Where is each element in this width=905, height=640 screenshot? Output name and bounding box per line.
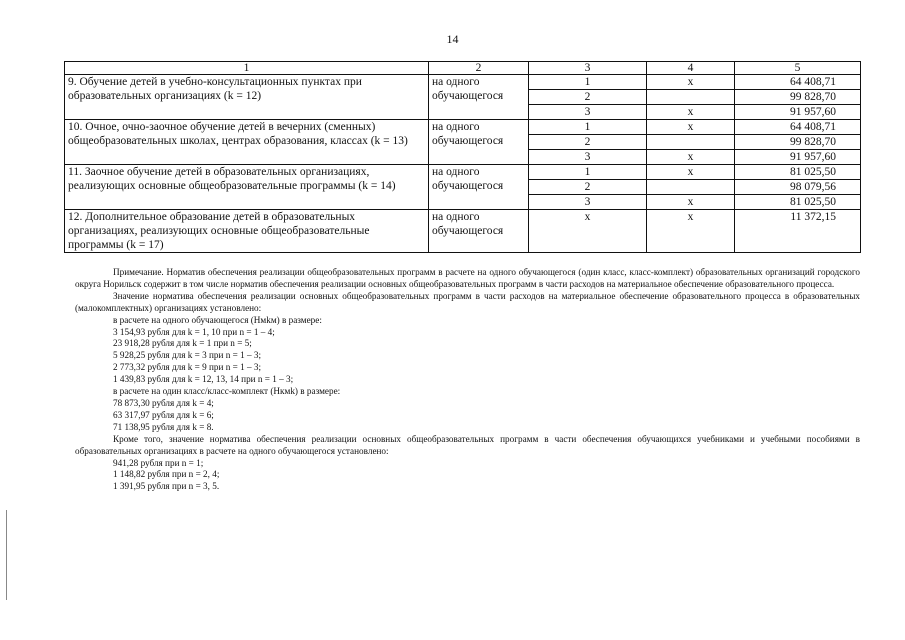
- row-value: 99 828,70: [735, 135, 861, 150]
- list-item: 63 317,97 рубля для k = 6;: [113, 409, 214, 420]
- row-mark: [647, 135, 735, 150]
- list-item: 1 148,82 рубля при n = 2, 4;: [113, 469, 220, 480]
- row-level: 1: [529, 120, 647, 135]
- row-value: 91 957,60: [735, 150, 861, 165]
- list-item: 23 918,28 рубля для k = 1 при n = 5;: [113, 338, 252, 349]
- row-value: 81 025,50: [735, 195, 861, 210]
- row-value: 81 025,50: [735, 165, 861, 180]
- header-cell: 4: [647, 62, 735, 75]
- row-value: 98 079,56: [735, 180, 861, 195]
- row-description: 11. Заочное обучение детей в образовательных организациях, реализующих основные общеобразовательные программы (k = 14): [65, 165, 429, 210]
- row-value: 91 957,60: [735, 105, 861, 120]
- row-level: 2: [529, 135, 647, 150]
- table-row: [65, 75, 861, 90]
- list-item: 941,28 рубля при n = 1;: [113, 457, 204, 468]
- row-mark: х: [647, 210, 735, 253]
- note-paragraph: Значение норматива обеспечения реализации основных общеобразовательных программ в части расходов на материальное обеспечение образовательного процесса в образовательных (малокомплектных) организациях установлено:: [75, 290, 860, 313]
- row-mark: х: [647, 150, 735, 165]
- table-row: [65, 210, 861, 253]
- header-cell: 3: [529, 62, 647, 75]
- note-subheading: в расчете на один класс/класс-комплект (Нкмk) в размере:: [113, 386, 341, 397]
- list-item: 78 873,30 рубля для k = 4;: [113, 397, 214, 408]
- row-description: 12. Дополнительное образование детей в образовательных организациях, реализующих основные общеобразовательные программы (k = 17): [65, 210, 429, 253]
- header-cell: 1: [65, 62, 429, 75]
- row-mark: х: [647, 165, 735, 180]
- note-paragraph: Примечание. Норматив обеспечения реализации общеобразовательных программ в расчете на одного обучающегося (один класс, класс-комплект) образовательных организаций городского округа Норильск содержит в том числе норматив обеспечения реализации основных общеобразовательных программ в части расходов на материальное обеспечение образовательного процесса.: [75, 267, 860, 289]
- list-item: 1 439,83 рубля для k = 12, 13, 14 при n = 1 – 3;: [113, 374, 294, 385]
- row-description: 10. Очное, очно-заочное обучение детей в вечерних (сменных) общеобразовательных школах, центрах образования, классах (k = 13): [65, 120, 429, 165]
- note-subheading: в расчете на одного обучающегося (Нмkм) в размере:: [113, 314, 322, 325]
- norm-table: [64, 61, 861, 253]
- row-value: 64 408,71: [735, 120, 861, 135]
- row-mark: [647, 90, 735, 105]
- table-row: [65, 120, 861, 135]
- row-mark: х: [647, 105, 735, 120]
- row-unit: на одного обучающегося: [429, 75, 529, 120]
- row-mark: х: [647, 120, 735, 135]
- row-level: 2: [529, 180, 647, 195]
- notes-section: [75, 267, 860, 493]
- row-unit: на одного обучающегося: [429, 120, 529, 165]
- list-item: 71 138,95 рубля для k = 8.: [113, 421, 214, 432]
- row-unit: на одного обучающегося: [429, 210, 529, 253]
- table-header-row: [65, 62, 861, 75]
- row-level: 3: [529, 195, 647, 210]
- list-item: 3 154,93 рубля для k = 1, 10 при n = 1 – 4;: [113, 326, 275, 337]
- row-level: 3: [529, 105, 647, 120]
- scan-margin-line: [6, 510, 7, 600]
- row-level: 1: [529, 75, 647, 90]
- header-cell: 5: [735, 62, 861, 75]
- list-item: 1 391,95 рубля при n = 3, 5.: [113, 481, 220, 492]
- row-value: 99 828,70: [735, 90, 861, 105]
- row-level: 1: [529, 165, 647, 180]
- list-item: 2 773,32 рубля для k = 9 при n = 1 – 3;: [113, 362, 262, 373]
- row-mark: х: [647, 195, 735, 210]
- row-level: 2: [529, 90, 647, 105]
- table-row: [65, 165, 861, 180]
- row-value: 64 408,71: [735, 75, 861, 90]
- row-level: х: [529, 210, 647, 253]
- row-value: 11 372,15: [735, 210, 861, 253]
- page-number: 14: [446, 32, 459, 46]
- note-paragraph: Кроме того, значение норматива обеспечения реализации основных общеобразовательных программ в части обеспечения обучающихся учебниками и учебными пособиями в образовательных организациях в расчете на одного обучающегося установлено:: [75, 433, 860, 456]
- row-unit: на одного обучающегося: [429, 165, 529, 210]
- row-description: 9. Обучение детей в учебно-консультационных пунктах при образовательных организациях (k = 12): [65, 75, 429, 120]
- row-mark: [647, 180, 735, 195]
- row-level: 3: [529, 150, 647, 165]
- list-item: 5 928,25 рубля для k = 3 при n = 1 – 3;: [113, 350, 262, 361]
- row-mark: х: [647, 75, 735, 90]
- header-cell: 2: [429, 62, 529, 75]
